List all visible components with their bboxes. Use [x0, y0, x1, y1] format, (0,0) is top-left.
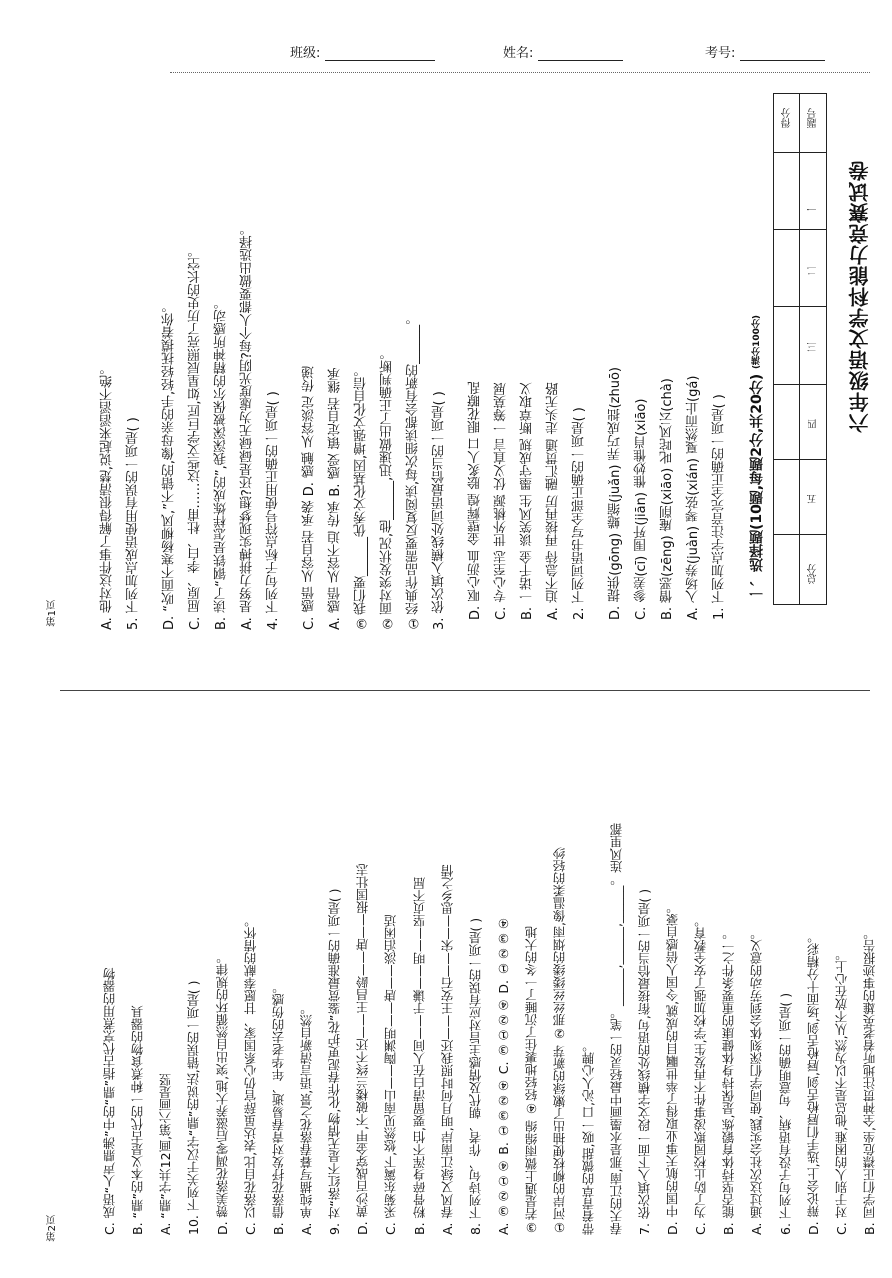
- q4-option-a: A. 是努力拼搏实现梦想?还是碌碌无为虚度光阴?每个人都要做出选择。: [240, 222, 255, 630]
- page2-line: B. 借落花抒发对青春易逝、年华老去的伤感。: [270, 980, 286, 1235]
- page2-line: 春天的江南,那是水墨画中最轻灵的一笔。______,______,______。连风里都: [608, 823, 624, 1235]
- page-number-1: 第1页: [47, 600, 58, 627]
- exam-no-field: [705, 42, 825, 61]
- page2-line: B. 同学们正襟危坐,全神贯注地听着老英雄的事迹报告。: [862, 927, 877, 1235]
- q3-line-3: ③我们要______优秀文化基因,增强文化自信。: [354, 363, 369, 630]
- page2-line: C. 为了防止校园欺凌事件不再发生,学校加强了安全教育。: [693, 914, 709, 1235]
- q5-stem: 5. 下列加点成语使用有误的一项是( ): [126, 417, 141, 630]
- q2-stem: 2. 下列词语书写全部正确的一项是( ): [572, 407, 587, 620]
- q2-option-a: A. 迫不急待 再接再厉 融汇贯通 走头无路: [546, 382, 561, 620]
- score-col-4: 四: [808, 419, 819, 429]
- exam-no-blank[interactable]: [740, 46, 825, 61]
- q4-option-b: B. 读了“钢铁是怎样炼成的”,我深深被保尔的精神所感动。: [214, 296, 229, 630]
- page-divider: [60, 690, 870, 691]
- page2-line: A. 春风又绿江南岸,明月何时照我还——王安石——宋——思乡之情: [439, 864, 455, 1235]
- page-title: [845, 160, 874, 433]
- page2-line: 9. 对“落红不是无情物,化作春泥更护花”鉴赏最准确的一项是( ): [327, 888, 343, 1235]
- score-col-3: 三: [808, 342, 819, 352]
- q4-option-c: C. 屈原、李白、杜甫……这些文学巨匠,如星辰照亮了历史的长空。: [188, 244, 203, 630]
- q2-option-c: C. 专心至志 世外桃源 仗义直言 一筹莫展: [494, 382, 509, 620]
- page2-line: C. 成语“人声鼎沸”中的“鼎”指古代烹煮用的器物: [102, 967, 117, 1235]
- page2-line: 6. 下列句子没有语病、句意明确的一项是( ): [777, 992, 793, 1235]
- q3-option-cd: C. 感悟 从容自若 承袭 D. 感触 从容淡定 传递: [302, 365, 317, 630]
- name-field: [503, 42, 623, 61]
- section1-heading: 一、选择题(10题,每题2分,共20分) (满分100分): [749, 314, 765, 600]
- q4-option-d: D. “吹面不寒杨柳风,”不错的,像母亲的手,轻轻抚摸着你。: [162, 299, 177, 630]
- page-number-2: 第2页: [47, 1215, 58, 1242]
- page2-line: C. 以落花自比,表达虽辞官仍心系国家、甘愿奉献的情怀。: [242, 914, 258, 1235]
- q1-option-a: A. 入场券(juàn) 琴弦(xián) 戛然而止(gá): [686, 375, 701, 620]
- page2-line: C. 采菊东篱下,悠然见南山——陶渊明——唐——淡泊闲适: [383, 914, 399, 1235]
- page2-line: B. 粉骨碎身浑不怕,要留清白在人间——于谦——明——坚贞不屈: [411, 877, 427, 1235]
- q1-option-b: B. 憎恶(zēng) 庵削(xiāo) 叱咤风云(chà): [660, 378, 675, 620]
- full-score: (满分100分): [752, 314, 762, 369]
- page2-line: 带着青草的微甜,吸一口,沁人心脾。: [580, 1039, 596, 1235]
- page2-line: D. 赞美落花凋零后滋养大地,突出自然循环的规律。: [214, 950, 230, 1235]
- q5-option-a: A. 他对这件事了解得很清楚,说起来滔滔不绝。: [100, 361, 115, 630]
- page2-line: D. 中国的航天事业取得了举世瞩目的成就,令国人倍感自豪。: [664, 900, 680, 1235]
- class-label: 班级:: [290, 46, 321, 61]
- q3-option-ab: A. 感悟 从容不迫 传承 B. 感受 镇定自若 继承: [328, 367, 343, 630]
- q1-option-c: C. 参差(cī) 围歼(jiān) 惟妙惟肖(xiāo): [634, 398, 649, 620]
- page2-line: A. 通过这次社会实践,使同学们深刻体会到劳动的意义。: [749, 927, 765, 1235]
- q1-stem: 1. 下列加点字注音完全正确的一项是( ): [712, 394, 727, 620]
- title-text: 六年级语文学科能力竞赛试卷: [848, 160, 872, 433]
- score-row-label-1: 题号: [808, 108, 819, 128]
- header-dotted-line: [170, 72, 870, 73]
- score-table: [773, 93, 827, 605]
- score-col-1: 一: [808, 204, 819, 214]
- q4-stem: 4. 下列句子标点符号使用正确的一项是( ): [266, 391, 281, 630]
- page2-line: A. ③②①④ B. ①③②④ C. ③①②④ D. ①②③④: [496, 916, 512, 1235]
- name-label: 姓名:: [503, 46, 534, 61]
- score-col-total: 总分: [808, 564, 819, 584]
- page2-line: C. 对于别人的困难,他总是不以为然,从不放在心上。: [833, 947, 849, 1235]
- page2-line: 7. 依次填入下面一段文字横线处的语句,衔接最恰当的一项是( ): [636, 888, 652, 1235]
- page2-line: B. 能否坚持体育锻炼,是保持身体健康的重要条件之一。: [721, 927, 737, 1235]
- score-col-2: 二: [808, 266, 819, 276]
- q1-option-d: D. 提供(gōng) 蜷缩(juǎn) 弄巧成拙(zhuō): [608, 367, 623, 620]
- q3-stem: 3. 依次填入横线处词语最恰当的一项是( ): [432, 391, 447, 630]
- exam-no-label: 考号:: [705, 46, 736, 61]
- score-row-label-2: 得分: [782, 108, 793, 128]
- page2-line: A. 单纯描写暮春落花之景,语言清新自然。: [299, 1002, 315, 1235]
- class-field: [290, 42, 435, 61]
- page2-line: B. “鼎”的本义是古代的一种煮食物的器具: [130, 1005, 146, 1235]
- q2-option-b: B. 一诺千金 谈笑风生 墨守成规 断章取义: [520, 382, 535, 620]
- name-blank[interactable]: [538, 46, 623, 61]
- q3-line-2: ②面对突发状况,他______,迅速做出了正确判断。: [380, 346, 395, 630]
- page2-line: ③若是遇上微雨绵绵 ④轻轻地裹住了沉睡了一冬的大地: [524, 926, 540, 1235]
- q3-line-1: ①经典作品需要反复阅读,每次细读都会有新的______。: [406, 311, 421, 630]
- page2-line: D. 黄沙百战穿金甲,不破楼兰终不还——王昌龄——唐——报国壮志: [355, 863, 371, 1235]
- page2-line: 8. 下列诗句、作者、朝代及情感主旨对应有误的一项是( ): [467, 917, 483, 1235]
- page2-line: 10. 下列关于汉字“鼎”的说法,错误的一项是( ): [186, 980, 202, 1235]
- q2-option-d: D. 呕心沥血 金壁辉煌 脍炙人口 眼花瞭乱: [468, 381, 483, 620]
- class-blank[interactable]: [325, 46, 435, 61]
- score-col-5: 五: [808, 494, 819, 504]
- page2-line: A. “鼎”字共12画,第六画是竖: [158, 1073, 174, 1235]
- page2-line: D. 辩论会上,选手们唇枪舌剑,唇枪舌剑,场面十分精彩。: [805, 930, 821, 1235]
- page2-line: ①河岸的柳枝便抽出了嫩绿的新芽 ②那丝丝缕缕的烟雨,像温柔的轻纱: [552, 847, 568, 1235]
- page-header: [0, 40, 892, 64]
